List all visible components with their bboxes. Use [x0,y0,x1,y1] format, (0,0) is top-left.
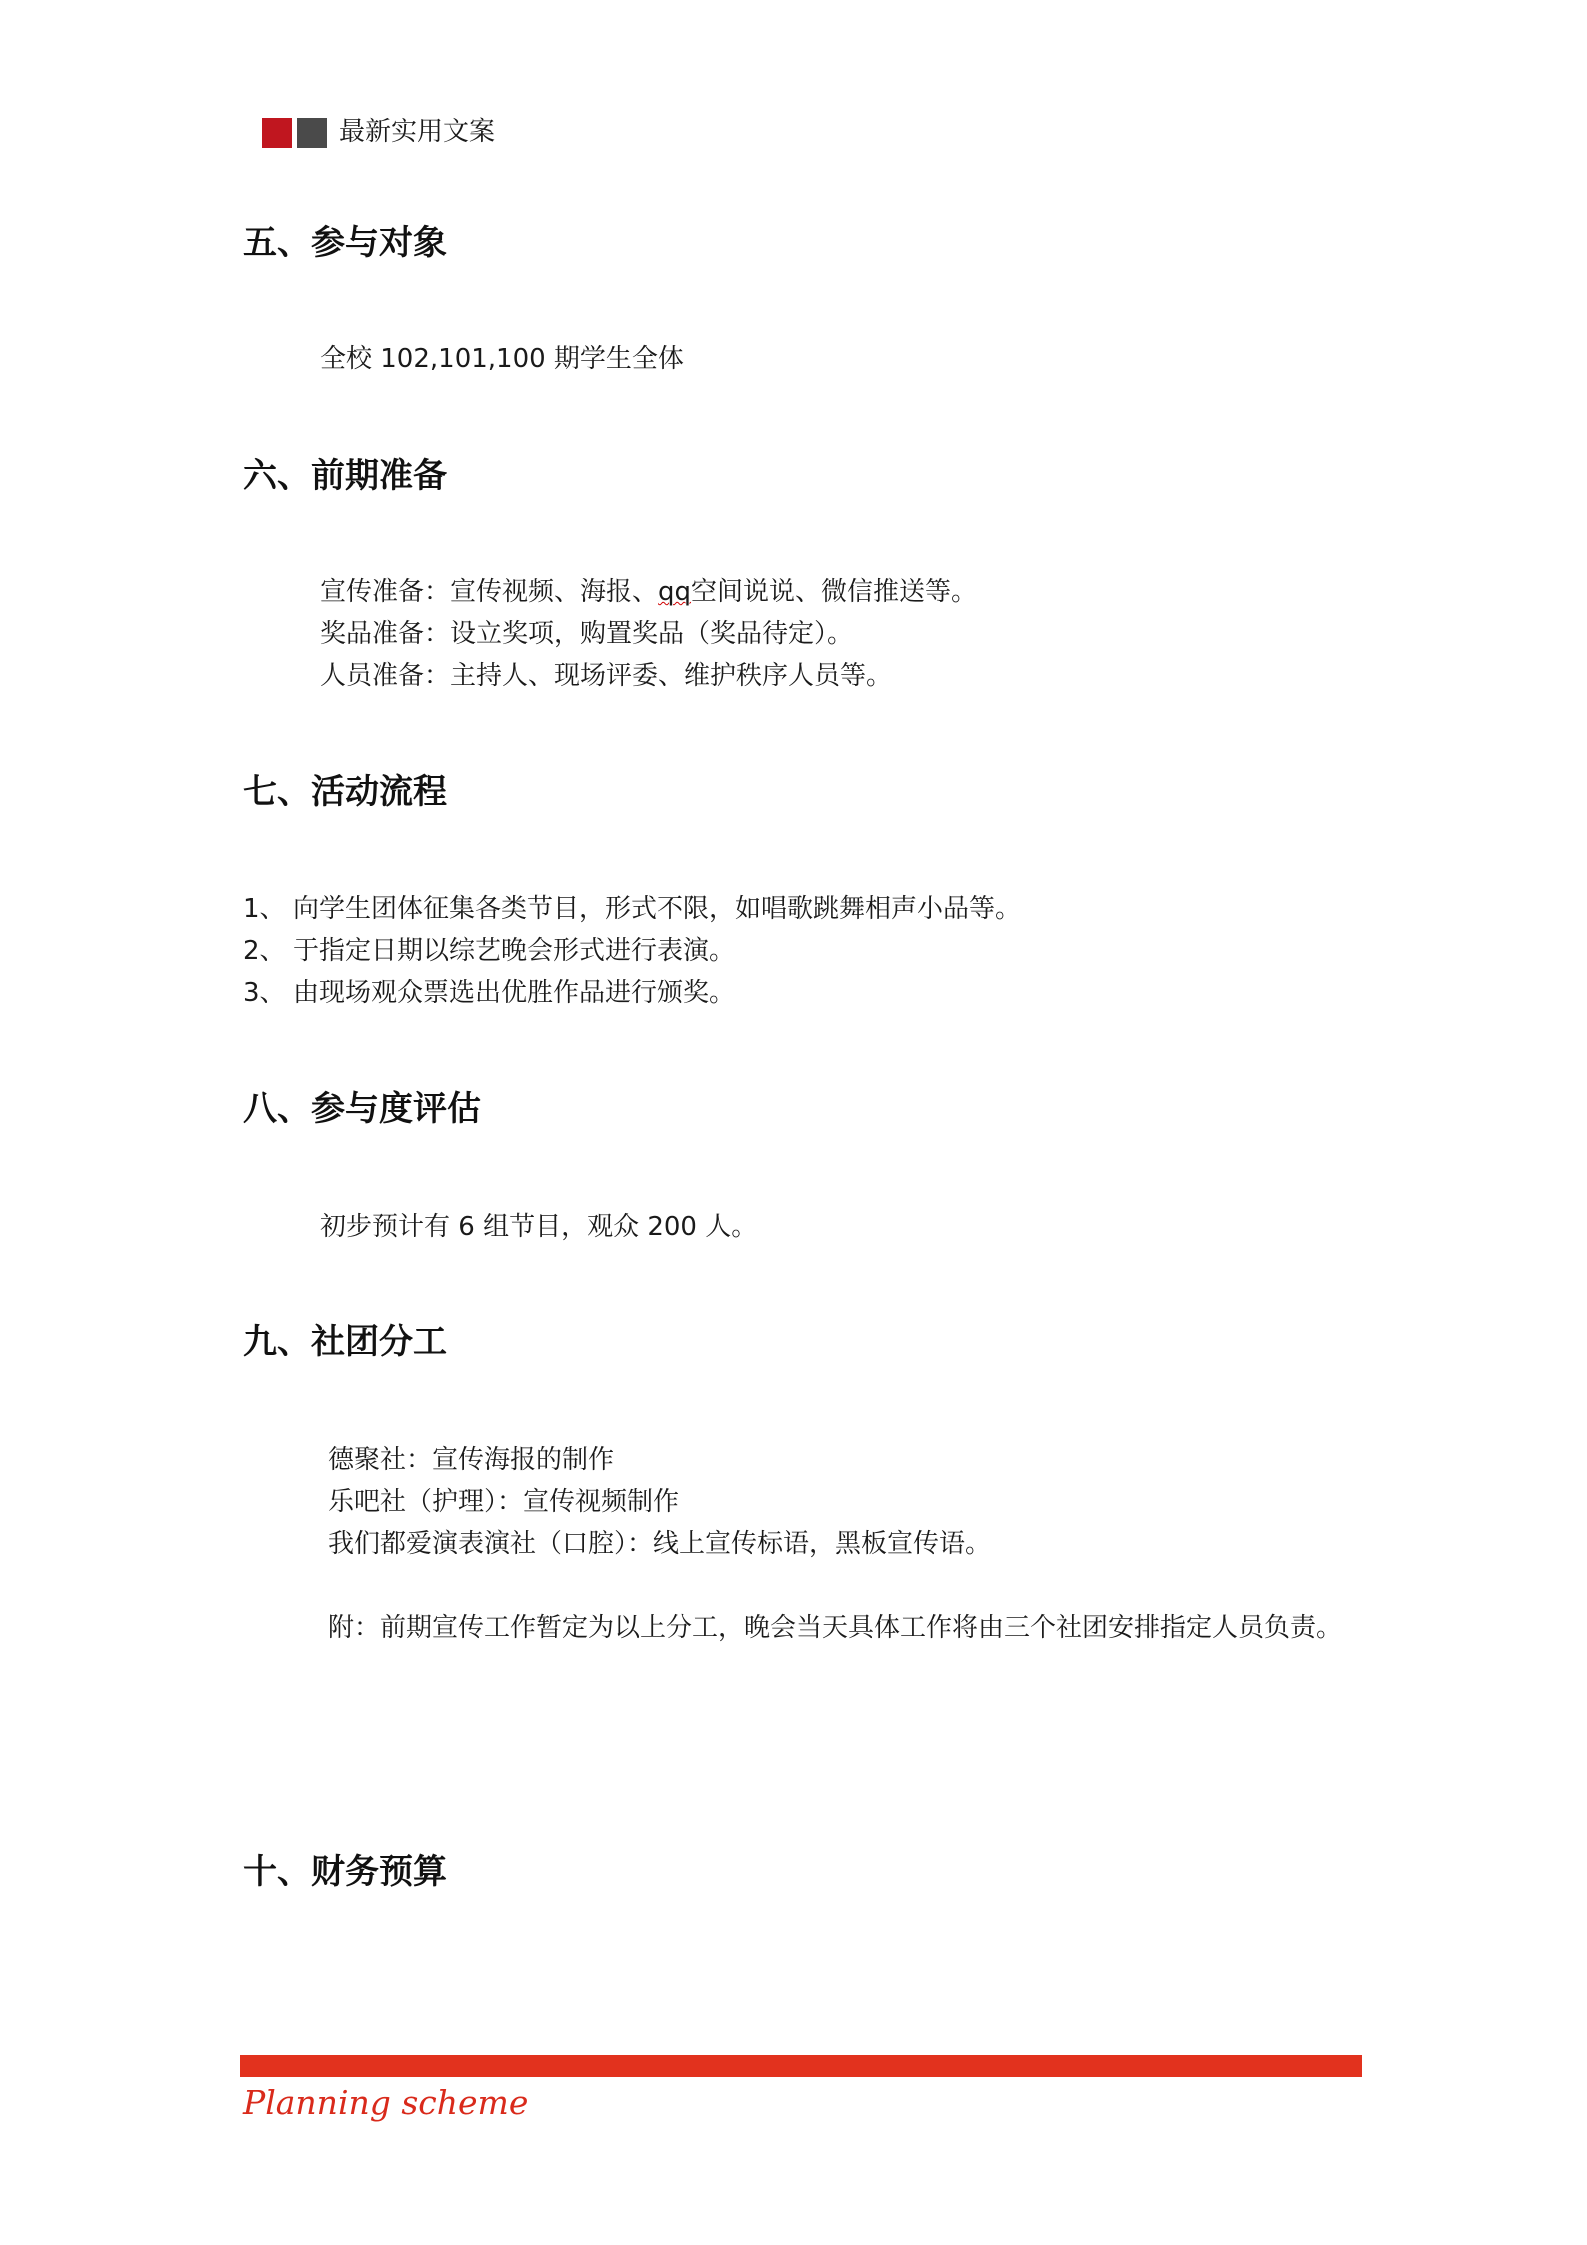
section-6-line-2: 奖品准备：设立奖项，购置奖品（奖品待定）。 [320,619,854,649]
section-9-heading: 九、社团分工 [243,1322,447,1362]
section-8-heading: 八、参与度评估 [243,1089,481,1129]
section-9-note: 附：前期宣传工作暂定为以上分工，晚会当天具体工作将由三个社团安排指定人员负责。 [328,1613,1343,1643]
header-title: 最新实用文案 [339,117,496,147]
section-8-text: 初步预计有 6 组节目，观众 200 人。 [320,1212,758,1242]
list-item: 1、 向学生团体征集各类节目，形式不限，如唱歌跳舞相声小品等。 [243,894,1022,924]
footer-text: Planning scheme [243,2083,529,2122]
section-10-heading: 十、财务预算 [243,1852,447,1892]
section-6-line-3: 人员准备：主持人、现场评委、维护秩序人员等。 [320,661,893,691]
list-item: 2、 于指定日期以综艺晚会形式进行表演。 [243,936,736,966]
section-7-heading: 七、活动流程 [243,772,447,812]
section-9-line-1: 德聚社：宣传海报的制作 [328,1445,615,1475]
spellcheck-word: qq [658,577,692,607]
header-gray-square [297,118,327,148]
section-5-text: 全校 102,101,100 期学生全体 [320,344,684,374]
list-item: 3、 由现场观众票选出优胜作品进行颁奖。 [243,978,736,1008]
section-6-line-1: 宣传准备：宣传视频、海报、qq空间说说、微信推送等。 [320,577,978,607]
section-5-heading: 五、参与对象 [243,223,447,263]
footer-red-bar [240,2055,1362,2077]
section-9-line-3: 我们都爱演表演社（口腔）：线上宣传标语，黑板宣传语。 [328,1529,992,1559]
section-6-heading: 六、前期准备 [243,456,447,496]
section-9-line-2: 乐吧社（护理）：宣传视频制作 [328,1487,680,1517]
header-red-square [262,118,292,148]
